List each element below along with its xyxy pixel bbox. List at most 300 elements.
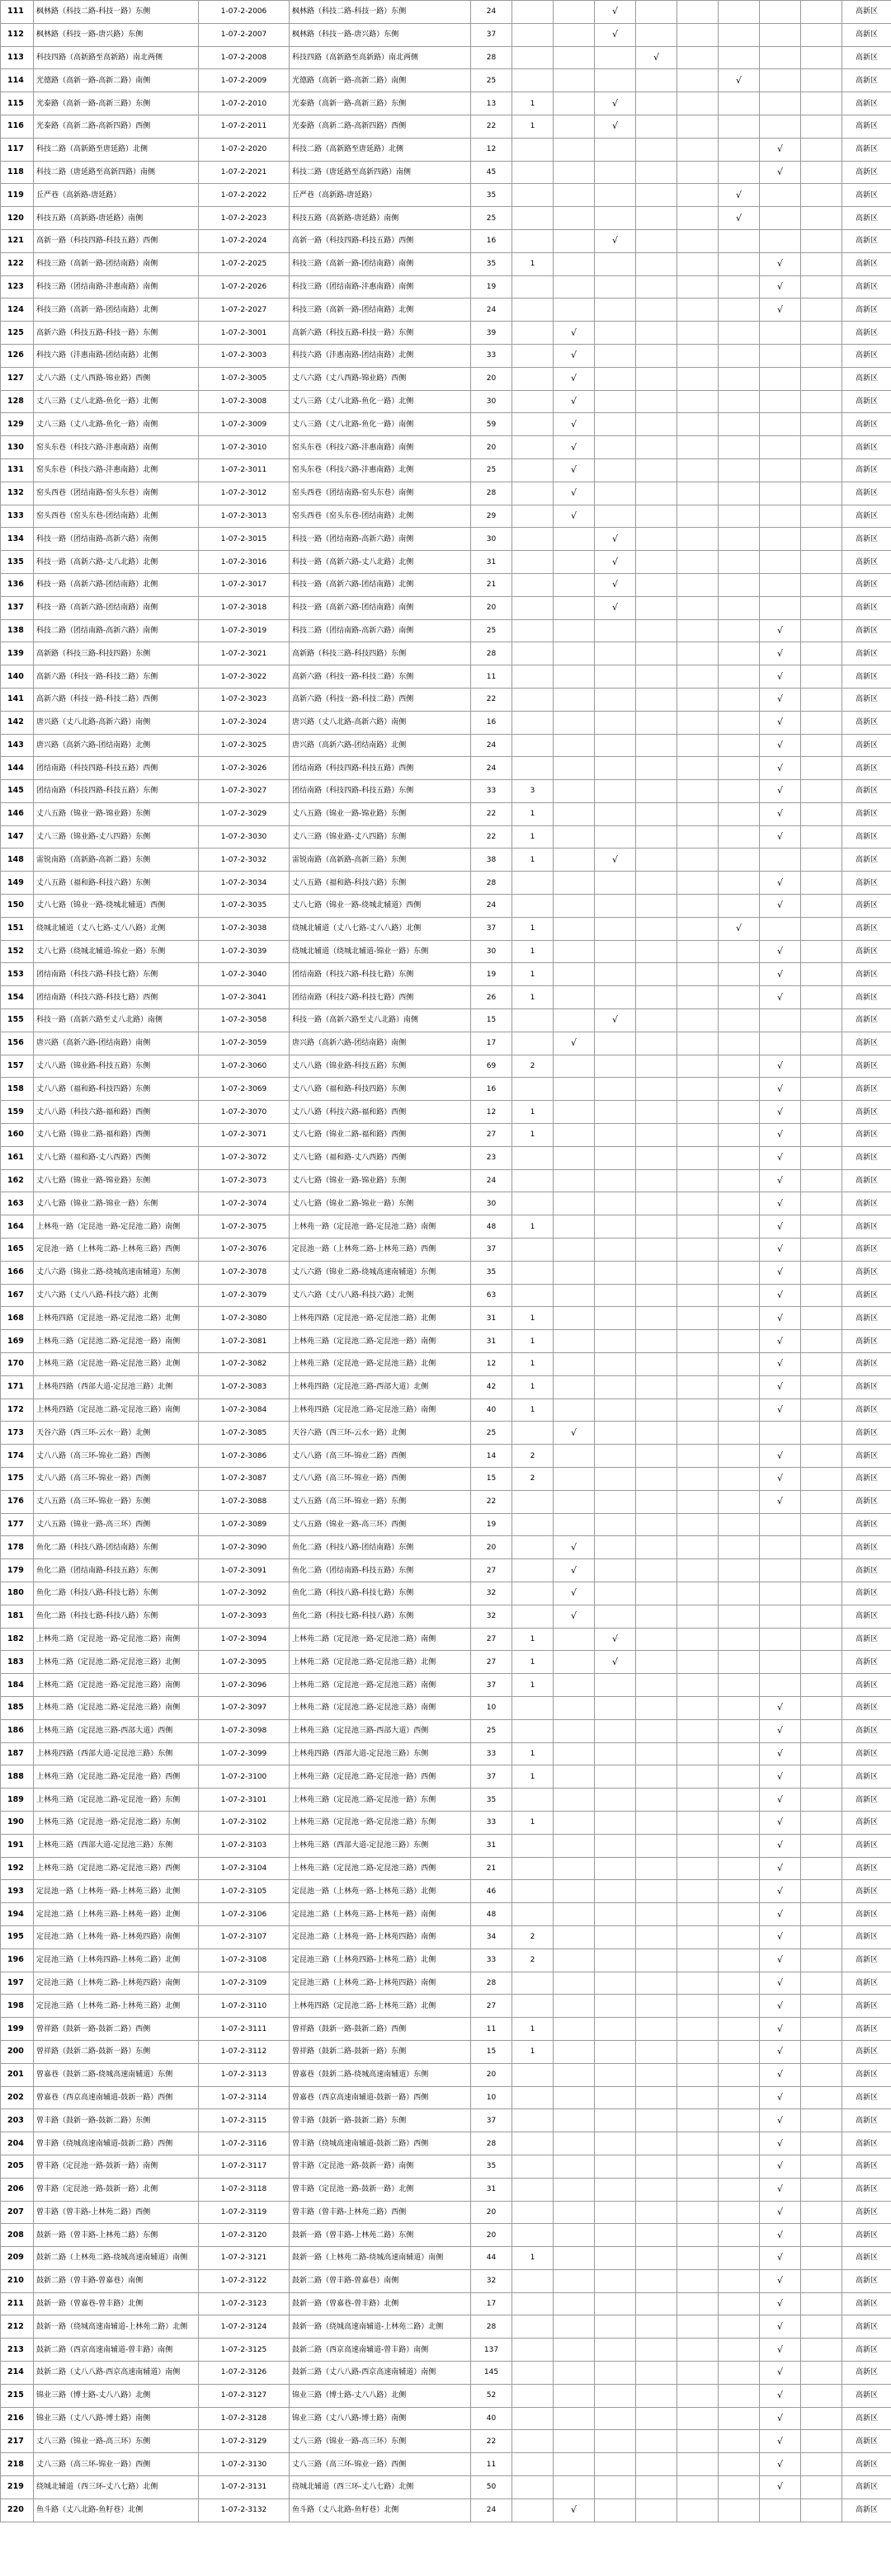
- cell-check-1: [554, 1765, 595, 1789]
- cell-row-number: 215: [1, 2384, 34, 2407]
- cell-check-2: [595, 1490, 636, 1513]
- cell-code: 1-07-2-3105: [199, 1880, 290, 1903]
- cell-check-2: [595, 1719, 636, 1742]
- cell-check-5: [719, 2063, 760, 2086]
- cell-check-4: [677, 482, 719, 505]
- cell-count-b: [512, 2292, 554, 2315]
- cell-count-b: 1: [512, 1398, 554, 1422]
- cell-check-6: [760, 344, 801, 367]
- cell-check-5: [719, 1789, 760, 1812]
- cell-check-7: [801, 825, 842, 848]
- table-body: [1, 1, 891, 2522]
- cell-check-5: [719, 390, 760, 413]
- cell-district: 高新区: [842, 2498, 891, 2522]
- cell-check-5: [719, 1055, 760, 1078]
- cell-road-section: 上林苑四路（定昆池一路-定昆池二路）北侧: [34, 1307, 199, 1330]
- cell-check-3: [636, 688, 677, 711]
- cell-check-6: √: [760, 2178, 801, 2201]
- cell-check-7: [801, 413, 842, 436]
- cell-road-section: 上林苑二路（定昆池一路-定昆池二路）南侧: [34, 1628, 199, 1651]
- cell-check-1: [554, 2269, 595, 2292]
- cell-space-count: 21: [471, 1857, 512, 1880]
- cell-district: 高新区: [842, 2018, 891, 2041]
- cell-row-number: 178: [1, 1536, 34, 1559]
- cell-district: 高新区: [842, 895, 891, 918]
- cell-district: 高新区: [842, 1261, 891, 1284]
- cell-space-count: 37: [471, 1674, 512, 1697]
- cell-check-3: [636, 298, 677, 322]
- cell-check-6: √: [760, 2407, 801, 2430]
- table-row: [1, 1834, 891, 1857]
- cell-count-b: 1: [512, 1811, 554, 1834]
- cell-road-name: 曾丰路（定昆池一路-鼓新一路）南侧: [290, 2155, 471, 2178]
- cell-count-b: [512, 23, 554, 46]
- cell-code: 1-07-2-3072: [199, 1146, 290, 1169]
- cell-road-section: 上林苑三路（定昆池二路-定昆池一路）东侧: [34, 1789, 199, 1812]
- cell-row-number: 133: [1, 505, 34, 528]
- cell-check-1: [554, 1169, 595, 1192]
- cell-check-5: [719, 1880, 760, 1903]
- cell-check-1: √: [554, 413, 595, 436]
- cell-check-1: [554, 1353, 595, 1376]
- cell-check-3: [636, 757, 677, 780]
- cell-check-2: [595, 2063, 636, 2086]
- cell-road-section: 曾嘉巷（西京高速南辅道-鼓新一路）西侧: [34, 2086, 199, 2109]
- cell-check-1: [554, 69, 595, 92]
- cell-check-5: [719, 1696, 760, 1719]
- cell-road-name: 上林苑三路（定昆池一路-定昆池二路）东侧: [290, 1811, 471, 1834]
- cell-road-name: 科技四路（高新路至高新路）南北两侧: [290, 46, 471, 69]
- cell-check-2: [595, 1903, 636, 1926]
- cell-code: 1-07-2-3116: [199, 2132, 290, 2155]
- cell-check-1: [554, 1078, 595, 1101]
- cell-road-section: 丈八七路（锦业二路-福和路）西侧: [34, 1124, 199, 1147]
- cell-check-4: [677, 1398, 719, 1422]
- cell-district: 高新区: [842, 1789, 891, 1812]
- cell-code: 1-07-2-3059: [199, 1032, 290, 1055]
- cell-row-number: 217: [1, 2430, 34, 2453]
- cell-check-2: [595, 1536, 636, 1559]
- cell-check-6: √: [760, 1765, 801, 1789]
- cell-check-2: [595, 872, 636, 895]
- cell-check-7: [801, 1101, 842, 1124]
- cell-check-4: [677, 505, 719, 528]
- cell-row-number: 199: [1, 2018, 34, 2041]
- cell-road-section: 丈八八路（高三环-锦业一路）西侧: [34, 1468, 199, 1491]
- cell-check-4: [677, 1765, 719, 1789]
- cell-row-number: 121: [1, 229, 34, 252]
- cell-check-1: √: [554, 367, 595, 390]
- cell-row-number: 211: [1, 2292, 34, 2315]
- cell-district: 高新区: [842, 1995, 891, 2018]
- cell-check-2: [595, 184, 636, 207]
- cell-count-b: [512, 1261, 554, 1284]
- cell-check-7: [801, 757, 842, 780]
- table-row: [1, 963, 891, 986]
- cell-road-section: 窑头东巷（科技六路-沣惠南路）北侧: [34, 458, 199, 482]
- cell-count-b: 1: [512, 2247, 554, 2270]
- table-row: [1, 229, 891, 252]
- cell-check-4: [677, 161, 719, 184]
- cell-space-count: 33: [471, 344, 512, 367]
- cell-check-1: [554, 688, 595, 711]
- cell-count-b: 1: [512, 848, 554, 872]
- cell-road-section: 上林苑二路（定昆池一路-定昆池三路）南侧: [34, 1674, 199, 1697]
- cell-row-number: 209: [1, 2247, 34, 2270]
- cell-count-b: [512, 367, 554, 390]
- cell-road-section: 丈八三路（锦业路-丈八四路）东侧: [34, 825, 199, 848]
- cell-code: 1-07-2-3083: [199, 1375, 290, 1398]
- cell-code: 1-07-2-3125: [199, 2339, 290, 2362]
- cell-road-name: 天谷六路（西三环-云水一路）北侧: [290, 1422, 471, 1445]
- cell-row-number: 179: [1, 1559, 34, 1582]
- cell-check-7: [801, 207, 842, 230]
- cell-check-6: √: [760, 2109, 801, 2132]
- cell-check-6: [760, 1651, 801, 1674]
- cell-code: 1-07-2-3086: [199, 1445, 290, 1468]
- cell-row-number: 200: [1, 2040, 34, 2063]
- cell-check-7: [801, 963, 842, 986]
- cell-district: 高新区: [842, 138, 891, 161]
- cell-road-name: 鼓新一路（曾丰路-上林苑二路）东侧: [290, 2224, 471, 2247]
- cell-check-7: [801, 2155, 842, 2178]
- cell-row-number: 220: [1, 2498, 34, 2522]
- cell-row-number: 216: [1, 2407, 34, 2430]
- cell-check-6: [760, 115, 801, 138]
- cell-road-name: 丈八七路（福和路-丈八西路）西侧: [290, 1146, 471, 1169]
- cell-road-name: 上林苑三路（定昆池一路-定昆池三路）北侧: [290, 1353, 471, 1376]
- table-row: [1, 436, 891, 459]
- cell-check-6: [760, 528, 801, 551]
- cell-space-count: 20: [471, 2063, 512, 2086]
- cell-check-2: [595, 298, 636, 322]
- cell-check-1: [554, 1375, 595, 1398]
- cell-road-section: 团结南路（科技四路-科技五路）东侧: [34, 780, 199, 803]
- cell-check-5: [719, 1559, 760, 1582]
- cell-check-2: [595, 436, 636, 459]
- cell-row-number: 164: [1, 1215, 34, 1239]
- cell-check-4: [677, 115, 719, 138]
- cell-road-section: 鱼斗路（丈八北路-鱼籽巷）北侧: [34, 2498, 199, 2522]
- cell-check-5: [719, 1811, 760, 1834]
- cell-code: 1-07-2-3084: [199, 1398, 290, 1422]
- table-row: [1, 1674, 891, 1697]
- cell-road-name: 定昆池二路（上林苑一路-上林苑四路）南侧: [290, 1925, 471, 1948]
- cell-row-number: 116: [1, 115, 34, 138]
- cell-check-5: [719, 367, 760, 390]
- table-row: [1, 2407, 891, 2430]
- cell-check-5: [719, 1, 760, 24]
- cell-check-7: [801, 161, 842, 184]
- cell-road-name: 丈八七路（锦业二路-锦业一路）东侧: [290, 1192, 471, 1215]
- cell-count-b: [512, 711, 554, 734]
- cell-check-5: [719, 1490, 760, 1513]
- cell-check-6: √: [760, 2292, 801, 2315]
- cell-code: 1-07-2-3101: [199, 1789, 290, 1812]
- cell-check-6: √: [760, 1789, 801, 1812]
- cell-code: 1-07-2-3130: [199, 2453, 290, 2476]
- cell-check-1: √: [554, 322, 595, 345]
- cell-check-3: [636, 1948, 677, 1972]
- cell-check-1: [554, 596, 595, 619]
- cell-district: 高新区: [842, 872, 891, 895]
- table-row: [1, 1468, 891, 1491]
- cell-road-name: 科技二路（唐延路至高新四路）南侧: [290, 161, 471, 184]
- cell-check-5: [719, 1169, 760, 1192]
- cell-code: 1-07-2-3071: [199, 1124, 290, 1147]
- cell-row-number: 143: [1, 734, 34, 757]
- cell-district: 高新区: [842, 1032, 891, 1055]
- cell-count-b: [512, 1857, 554, 1880]
- cell-road-name: 曾丰路（绕城高速南辅道-鼓新二路）西侧: [290, 2132, 471, 2155]
- cell-check-6: [760, 917, 801, 940]
- table-row: [1, 711, 891, 734]
- cell-row-number: 189: [1, 1789, 34, 1812]
- cell-check-6: √: [760, 1995, 801, 2018]
- table-row: [1, 2292, 891, 2315]
- cell-district: 高新区: [842, 1468, 891, 1491]
- cell-check-4: [677, 757, 719, 780]
- cell-road-section: 科技二路（唐延路至高新四路）南侧: [34, 161, 199, 184]
- cell-row-number: 159: [1, 1101, 34, 1124]
- cell-check-3: [636, 482, 677, 505]
- cell-district: 高新区: [842, 665, 891, 689]
- cell-check-5: [719, 1674, 760, 1697]
- cell-row-number: 144: [1, 757, 34, 780]
- cell-space-count: 22: [471, 688, 512, 711]
- cell-row-number: 161: [1, 1146, 34, 1169]
- cell-check-2: [595, 1169, 636, 1192]
- cell-row-number: 196: [1, 1948, 34, 1972]
- cell-check-6: √: [760, 1811, 801, 1834]
- cell-count-b: 1: [512, 940, 554, 963]
- cell-check-2: √: [595, 1651, 636, 1674]
- cell-code: 1-07-2-3089: [199, 1513, 290, 1536]
- cell-check-5: [719, 23, 760, 46]
- cell-check-5: [719, 734, 760, 757]
- cell-space-count: 33: [471, 780, 512, 803]
- cell-check-3: [636, 1422, 677, 1445]
- cell-row-number: 125: [1, 322, 34, 345]
- cell-road-section: 定昆池二路（上林苑一路-上林苑四路）南侧: [34, 1925, 199, 1948]
- table-row: [1, 2086, 891, 2109]
- cell-check-6: [760, 322, 801, 345]
- cell-road-section: 丈八六路（丈八八路-科技六路）北侧: [34, 1284, 199, 1307]
- cell-check-6: [760, 23, 801, 46]
- table-row: [1, 2430, 891, 2453]
- cell-check-3: [636, 1009, 677, 1032]
- cell-check-3: [636, 872, 677, 895]
- cell-check-5: [719, 1375, 760, 1398]
- cell-check-1: [554, 138, 595, 161]
- cell-row-number: 214: [1, 2362, 34, 2385]
- cell-check-3: [636, 2109, 677, 2132]
- cell-code: 1-07-2-3114: [199, 2086, 290, 2109]
- cell-space-count: 145: [471, 2362, 512, 2385]
- cell-count-b: [512, 1582, 554, 1605]
- cell-district: 高新区: [842, 1513, 891, 1536]
- cell-road-section: 窑头东巷（科技六路-沣惠南路）南侧: [34, 436, 199, 459]
- cell-check-5: [719, 252, 760, 275]
- cell-check-1: [554, 184, 595, 207]
- cell-check-5: [719, 2178, 760, 2201]
- cell-check-7: [801, 115, 842, 138]
- cell-space-count: 25: [471, 619, 512, 642]
- cell-check-2: [595, 322, 636, 345]
- cell-check-6: [760, 505, 801, 528]
- cell-count-b: [512, 1, 554, 24]
- cell-space-count: 31: [471, 2178, 512, 2201]
- cell-check-5: [719, 2430, 760, 2453]
- cell-district: 高新区: [842, 1101, 891, 1124]
- cell-check-5: [719, 642, 760, 665]
- cell-check-1: [554, 1101, 595, 1124]
- cell-district: 高新区: [842, 551, 891, 574]
- cell-check-3: [636, 1445, 677, 1468]
- cell-check-3: [636, 1582, 677, 1605]
- table-row: [1, 1078, 891, 1101]
- cell-check-2: [595, 1422, 636, 1445]
- cell-check-6: √: [760, 1972, 801, 1995]
- cell-check-3: [636, 1995, 677, 2018]
- cell-check-3: [636, 1375, 677, 1398]
- cell-check-4: [677, 1192, 719, 1215]
- cell-road-name: 锦业三路（博士路-丈八八路）北侧: [290, 2384, 471, 2407]
- cell-check-6: √: [760, 1353, 801, 1376]
- cell-road-name: 丈八三路（锦业路-丈八四路）东侧: [290, 825, 471, 848]
- cell-check-5: [719, 1765, 760, 1789]
- cell-check-5: [719, 986, 760, 1009]
- cell-code: 1-07-2-2021: [199, 161, 290, 184]
- cell-row-number: 167: [1, 1284, 34, 1307]
- cell-district: 高新区: [842, 940, 891, 963]
- cell-row-number: 181: [1, 1605, 34, 1628]
- table-row: [1, 252, 891, 275]
- cell-district: 高新区: [842, 2247, 891, 2270]
- cell-row-number: 174: [1, 1445, 34, 1468]
- cell-check-4: [677, 390, 719, 413]
- cell-code: 1-07-2-3096: [199, 1674, 290, 1697]
- cell-check-2: [595, 46, 636, 69]
- cell-count-b: [512, 69, 554, 92]
- cell-road-name: 科技一路（高新六路-团结南路）南侧: [290, 596, 471, 619]
- table-row: [1, 1009, 891, 1032]
- cell-check-2: [595, 367, 636, 390]
- cell-district: 高新区: [842, 1880, 891, 1903]
- cell-count-b: [512, 482, 554, 505]
- cell-road-name: 上林苑三路（西部大道-定昆池三路）东侧: [290, 1834, 471, 1857]
- cell-road-name: 科技六路（沣惠南路-团结南路）北侧: [290, 344, 471, 367]
- cell-road-section: 丈八六路（锦业二路-绕城高速南辅道）东侧: [34, 1261, 199, 1284]
- cell-road-section: 科技一路（高新六路-团结南路）南侧: [34, 596, 199, 619]
- cell-check-4: [677, 619, 719, 642]
- cell-count-b: [512, 2498, 554, 2522]
- cell-check-6: √: [760, 1925, 801, 1948]
- cell-check-1: [554, 1124, 595, 1147]
- cell-count-b: 1: [512, 963, 554, 986]
- cell-code: 1-07-2-2007: [199, 23, 290, 46]
- cell-count-b: [512, 1422, 554, 1445]
- cell-check-7: [801, 458, 842, 482]
- cell-check-6: √: [760, 711, 801, 734]
- cell-check-3: [636, 802, 677, 825]
- cell-check-2: [595, 1972, 636, 1995]
- cell-check-1: [554, 1215, 595, 1239]
- cell-space-count: 59: [471, 413, 512, 436]
- cell-road-name: 窑头东巷（科技六路-沣惠南路）南侧: [290, 436, 471, 459]
- cell-check-1: [554, 2224, 595, 2247]
- cell-road-name: 定昆池三路（上林苑四路-上林苑二路）北侧: [290, 1948, 471, 1972]
- cell-district: 高新区: [842, 825, 891, 848]
- table-row: [1, 322, 891, 345]
- cell-row-number: 137: [1, 596, 34, 619]
- cell-check-6: √: [760, 138, 801, 161]
- cell-check-7: [801, 780, 842, 803]
- cell-check-3: [636, 1353, 677, 1376]
- table-row: [1, 1169, 891, 1192]
- cell-check-5: [719, 322, 760, 345]
- cell-check-1: [554, 1445, 595, 1468]
- cell-row-number: 193: [1, 1880, 34, 1903]
- cell-check-5: [719, 1330, 760, 1353]
- cell-check-4: [677, 2224, 719, 2247]
- cell-count-b: 1: [512, 1307, 554, 1330]
- cell-check-4: [677, 1078, 719, 1101]
- cell-row-number: 139: [1, 642, 34, 665]
- cell-district: 高新区: [842, 505, 891, 528]
- cell-road-section: 丈八七路（福和路-丈八西路）西侧: [34, 1146, 199, 1169]
- cell-check-2: [595, 757, 636, 780]
- cell-row-number: 166: [1, 1261, 34, 1284]
- cell-check-3: [636, 390, 677, 413]
- cell-road-name: 鼓新二路（丈八八路-西京高速南辅道）南侧: [290, 2362, 471, 2385]
- cell-count-b: [512, 46, 554, 69]
- cell-row-number: 180: [1, 1582, 34, 1605]
- cell-check-2: [595, 1995, 636, 2018]
- cell-row-number: 149: [1, 872, 34, 895]
- cell-check-4: [677, 2453, 719, 2476]
- cell-check-6: [760, 367, 801, 390]
- cell-road-section: 上林苑四路（西部大道-定昆池三路）北侧: [34, 1375, 199, 1398]
- table-row: [1, 551, 891, 574]
- cell-road-section: 光泰路（高新一路-高新三路）东侧: [34, 92, 199, 115]
- cell-row-number: 177: [1, 1513, 34, 1536]
- cell-space-count: 22: [471, 802, 512, 825]
- cell-count-b: [512, 1880, 554, 1903]
- cell-space-count: 21: [471, 573, 512, 596]
- cell-row-number: 218: [1, 2453, 34, 2476]
- cell-row-number: 188: [1, 1765, 34, 1789]
- cell-row-number: 171: [1, 1375, 34, 1398]
- cell-road-name: 科技一路（高新六路-团结南路）北侧: [290, 573, 471, 596]
- cell-district: 高新区: [842, 2292, 891, 2315]
- cell-check-3: [636, 1078, 677, 1101]
- cell-check-4: [677, 2155, 719, 2178]
- cell-code: 1-07-2-3035: [199, 895, 290, 918]
- cell-check-3: [636, 642, 677, 665]
- cell-check-5: √: [719, 184, 760, 207]
- cell-district: 高新区: [842, 1765, 891, 1789]
- cell-space-count: 14: [471, 1445, 512, 1468]
- cell-check-1: [554, 252, 595, 275]
- cell-road-name: 窑头西巷（窑头东巷-团结南路）北侧: [290, 505, 471, 528]
- cell-count-b: 1: [512, 1101, 554, 1124]
- cell-road-name: 丈八八路（高三环-锦业一路）西侧: [290, 1468, 471, 1491]
- cell-check-3: [636, 1, 677, 24]
- cell-code: 1-07-2-3030: [199, 825, 290, 848]
- cell-district: 高新区: [842, 1559, 891, 1582]
- cell-check-3: [636, 1192, 677, 1215]
